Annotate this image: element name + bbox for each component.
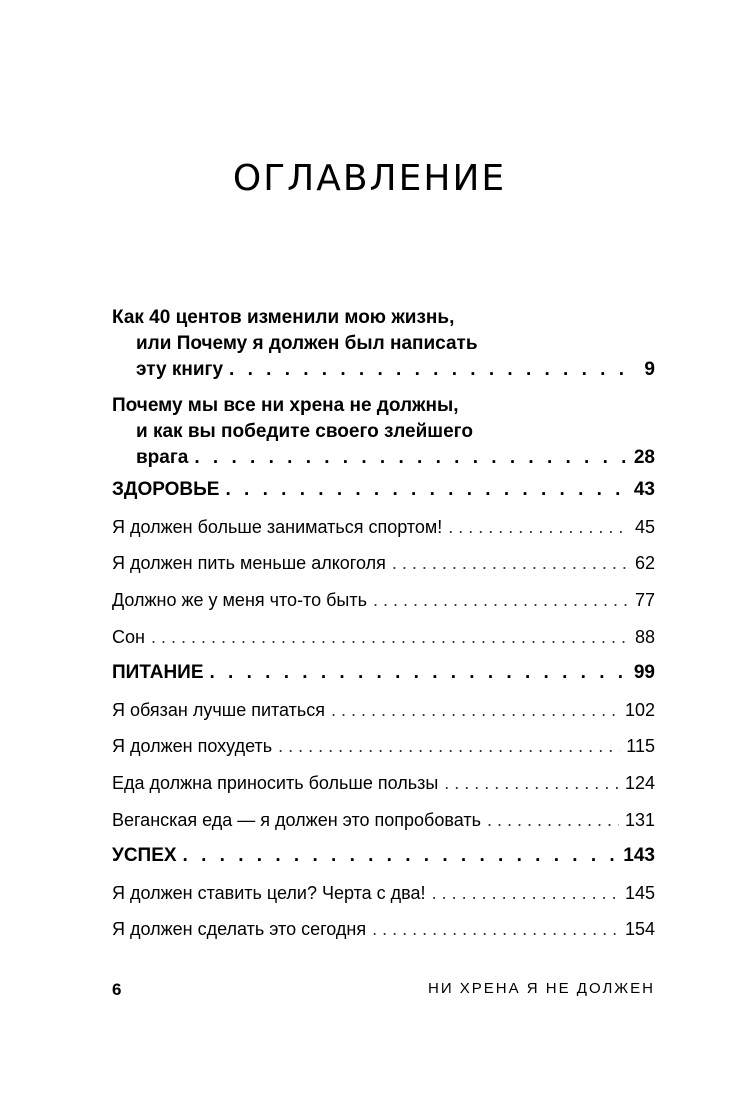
toc-entry-title-line: эту книгу xyxy=(136,359,224,380)
toc-entry-title-line: и как вы победите своего злейшего xyxy=(136,421,473,442)
toc-section-title: УСПЕХ xyxy=(112,845,177,866)
toc-page-number: 43 xyxy=(633,479,655,500)
toc-page-number: 28 xyxy=(633,447,655,468)
leader-dots xyxy=(210,659,628,687)
toc-entry-title: Я должен ставить цели? Черта с два! xyxy=(112,883,426,903)
toc-entry-title-line: Почему мы все ни хрена не должны, xyxy=(112,395,459,416)
toc-entry-title: Еда должна приносить больше пользы xyxy=(112,773,439,793)
toc-section-title: ПИТАНИЕ xyxy=(112,662,204,683)
leader-dots xyxy=(194,444,628,472)
leader-dots xyxy=(278,732,620,760)
page-footer xyxy=(112,980,655,1004)
toc-entry-title-line: или Почему я должен был написать xyxy=(136,333,478,354)
toc-page-number: 77 xyxy=(634,590,655,610)
toc-entry-title-line: врага xyxy=(136,447,189,468)
toc-entry-title: Сон xyxy=(112,627,145,647)
leader-dots xyxy=(225,476,627,504)
toc-page-number: 154 xyxy=(624,919,655,939)
leader-dots xyxy=(183,842,618,870)
page-title: ОГЛАВЛЕНИЕ xyxy=(232,158,507,199)
toc-entry-title: Должно же у меня что-то быть xyxy=(112,590,367,610)
toc-page-number: 99 xyxy=(633,662,655,683)
leader-dots xyxy=(373,586,629,614)
leader-dots xyxy=(372,915,619,943)
footer-book-title: НИ ХРЕНА Я НЕ ДОЛЖЕН xyxy=(428,980,655,997)
toc-page-number: 131 xyxy=(624,810,655,830)
leader-dots xyxy=(448,513,629,541)
leader-dots xyxy=(392,549,629,577)
toc-entry-title-line: Как 40 центов изменили мою жизнь, xyxy=(112,307,455,328)
toc-page-number: 145 xyxy=(624,883,655,903)
footer-page-number: 6 xyxy=(112,980,122,999)
toc-entry-title: Я должен похудеть xyxy=(112,736,273,756)
leader-dots xyxy=(331,696,619,724)
leader-dots xyxy=(444,769,619,797)
toc-page-number: 9 xyxy=(644,359,655,380)
leader-dots xyxy=(229,356,638,384)
toc-entry-title: Я должен сделать это сегодня xyxy=(112,919,367,939)
toc-entry-title: Я обязан лучше питаться xyxy=(112,700,326,720)
toc-page-number: 45 xyxy=(634,517,655,537)
toc-page-number: 115 xyxy=(626,736,655,756)
leader-dots xyxy=(151,623,629,651)
toc-entry-title: Я должен пить меньше алкоголя xyxy=(112,553,386,573)
toc-section-title: ЗДОРОВЬЕ xyxy=(112,479,220,500)
toc-page-number: 88 xyxy=(634,627,655,647)
toc-page-number: 143 xyxy=(623,845,655,866)
toc-page-number: 102 xyxy=(624,700,655,720)
toc-entry-title: Веганская еда — я должен это попробовать xyxy=(112,810,481,830)
leader-dots xyxy=(487,806,619,834)
leader-dots xyxy=(432,879,619,907)
toc-page-number: 124 xyxy=(624,773,655,793)
toc-entry-title: Я должен больше заниматься спортом! xyxy=(112,517,443,537)
toc-page-number: 62 xyxy=(634,553,655,573)
